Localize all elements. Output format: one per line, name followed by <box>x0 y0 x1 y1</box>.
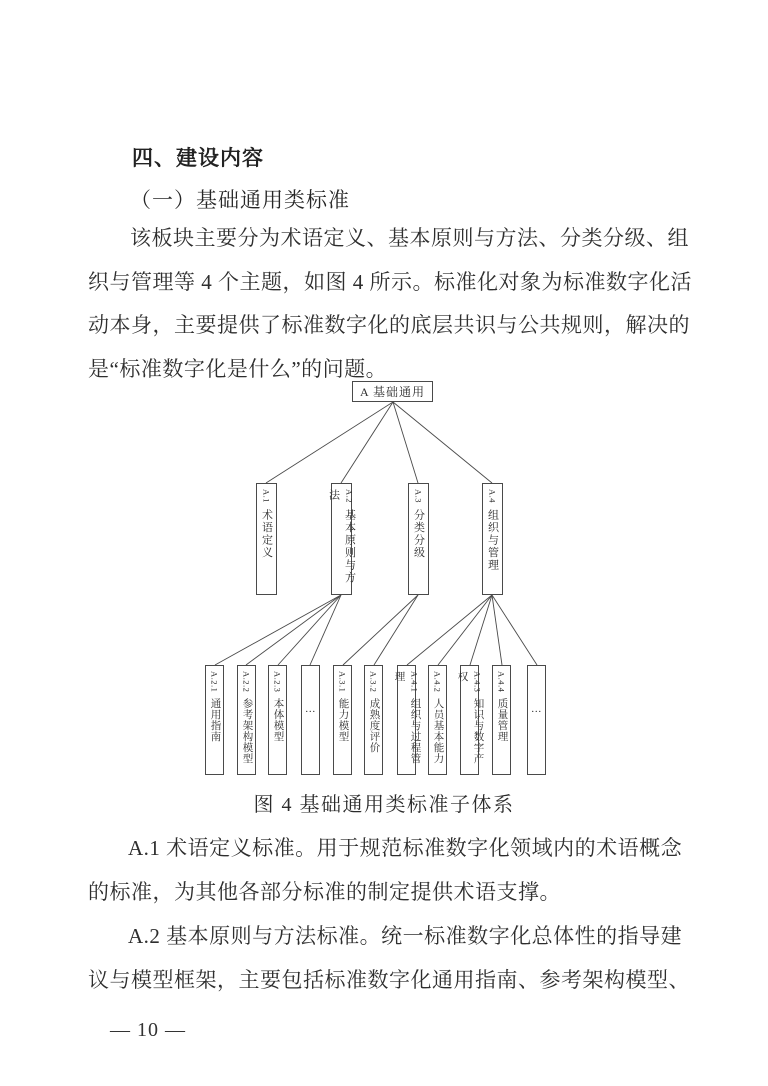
diagram-node-a4 <box>482 483 503 595</box>
node-label: 组织与管理 <box>486 509 499 572</box>
diagram-node-a1 <box>256 483 277 595</box>
node-label: 知识与数字产权 <box>456 671 484 765</box>
text-line: 的标准，为其他各部分标准的制定提供术语支撑。 <box>88 880 561 904</box>
node-label: 成熟度评价 <box>368 698 380 754</box>
figure-caption: 图 4 基础通用类标准子体系 <box>253 794 515 816</box>
node-code: A.4.2 <box>432 671 443 693</box>
text-line: 该板块主要分为术语定义、基本原则与方法、分类分级、组 <box>130 226 689 250</box>
node-label: 本体模型 <box>272 698 284 743</box>
text-line: 动本身，主要提供了标准数字化的底层共识与公共规则，解决的 <box>88 313 690 337</box>
node-code: A.4 <box>487 489 498 504</box>
paragraph-a2 <box>88 914 688 1002</box>
text-line: A.1 术语定义标准。用于规范标准数字化领域内的术语概念 <box>128 836 683 860</box>
node-code: A.2 <box>344 489 355 504</box>
node-label: 组织与过程管理 <box>393 671 421 765</box>
diagram-node-a42 <box>428 665 447 775</box>
subsection-heading: （一）基础通用类标准 <box>130 188 350 212</box>
diagram-node-a32 <box>364 665 383 775</box>
diagram-node-a43 <box>456 665 484 775</box>
node-code: A.2.2 <box>241 671 252 693</box>
diagram-node-a3 <box>408 483 429 595</box>
node-label: 能力模型 <box>337 698 349 743</box>
node-label: 人员基本能力 <box>432 698 444 765</box>
diagram-node-a21 <box>205 665 224 775</box>
page-number: — 10 — <box>110 1019 186 1041</box>
diagram-node-ellipsis-2 <box>527 665 546 775</box>
diagram-node-a41 <box>393 665 421 775</box>
node-code: A.1 <box>261 489 272 504</box>
node-label: 参考架构模型 <box>241 698 253 765</box>
diagram-node-root <box>352 381 433 402</box>
intro-paragraph <box>88 217 692 391</box>
diagram-node-a31 <box>333 665 352 775</box>
diagram-node-a2 <box>327 483 356 595</box>
text-line: 议与模型框架，主要包括标准数字化通用指南、参考架构模型、 <box>88 968 690 992</box>
diagram-node-a44 <box>492 665 511 775</box>
text-line: 织与管理等 4 个主题，如图 4 所示。标准化对象为标准数字化活 <box>88 269 692 294</box>
node-code: A.4.3 <box>472 671 483 693</box>
node-label: … <box>305 704 316 715</box>
node-label: 术语定义 <box>260 509 273 560</box>
node-code: A.4.1 <box>409 671 420 693</box>
node-code: A.3 <box>413 489 424 504</box>
node-label: 质量管理 <box>496 698 508 743</box>
node-label: … <box>531 704 542 715</box>
node-label: 分类分级 <box>412 509 425 560</box>
node-label: 通用指南 <box>209 698 221 743</box>
section-heading: 四、建设内容 <box>132 147 264 170</box>
diagram-node-a22 <box>237 665 256 775</box>
node-code: A.3.2 <box>368 671 379 693</box>
diagram-node-a23 <box>268 665 287 775</box>
node-label: 基本原则与方法 <box>327 489 356 585</box>
diagram-node-root-label: A 基础通用 <box>359 385 425 399</box>
node-code: A.4.4 <box>496 671 507 693</box>
node-code: A.2.3 <box>272 671 283 693</box>
text-line: 是“标准数字化是什么”的问题。 <box>88 356 388 381</box>
text-line: A.2 基本原则与方法标准。统一标准数字化总体性的指导建 <box>128 924 683 948</box>
diagram-node-ellipsis-1 <box>301 665 320 775</box>
node-code: A.3.1 <box>337 671 348 693</box>
node-code: A.2.1 <box>209 671 220 693</box>
paragraph-a1 <box>88 826 688 914</box>
